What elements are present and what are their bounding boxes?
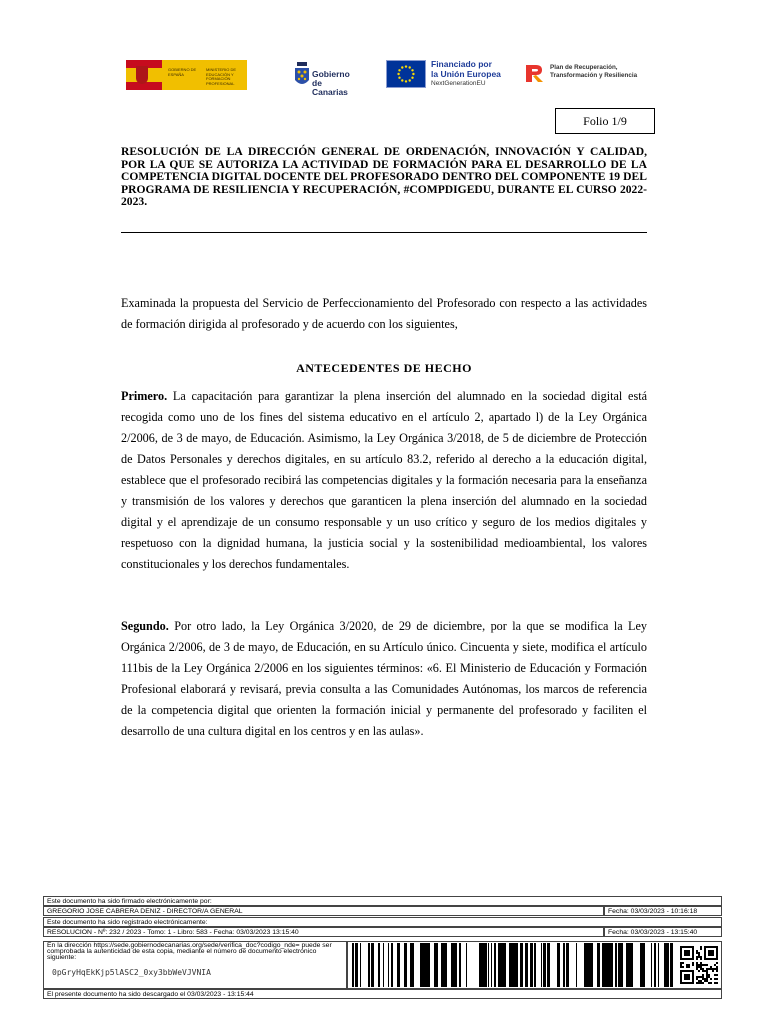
barcode-icon	[352, 943, 674, 987]
downloaded-text: El presente documento ha sido descargado el 03/03/2023 - 13:15:44	[47, 991, 254, 998]
eu-funding-logo	[386, 60, 504, 90]
signed-label: Este documento ha sido firmado electrónicamente por:	[47, 898, 212, 905]
section-heading: ANTECEDENTES DE HECHO	[296, 361, 472, 375]
prtr-mark-icon	[524, 62, 546, 84]
registered-label: Este documento ha sido registrado electrónicamente:	[47, 919, 208, 926]
spain-logo-line2: MINISTERIO DE EDUCACIÓN Y FORMACIÓN PROFESIONAL	[206, 67, 237, 86]
gobierno-espana-logo	[126, 60, 247, 90]
barcode-cell	[347, 941, 722, 989]
canarias-line2: de Canarias	[312, 78, 348, 97]
paragraph-segundo	[121, 616, 647, 742]
signature-footer	[43, 896, 722, 1000]
signed-label-row	[43, 896, 722, 906]
registry-row	[43, 927, 604, 937]
registry-date: Fecha: 03/03/2023 - 13:15:40	[608, 929, 698, 936]
signed-date-cell	[604, 906, 722, 916]
paragraph-primero-lead: Primero.	[121, 389, 168, 403]
downloaded-row	[43, 989, 722, 999]
canarias-emblem-icon	[292, 60, 312, 90]
spain-logo-line1: GOBIERNO DE ESPAÑA	[168, 67, 197, 77]
spain-coat-of-arms-icon	[126, 60, 162, 90]
eu-line3: NextGenerationEU	[431, 80, 486, 87]
eu-flag-icon	[386, 60, 426, 88]
registry-info: RESOLUCION - Nº: 232 / 2023 - Tomo: 1 - Libro: 583 - Fecha: 03/03/2023 13:15:40	[47, 929, 299, 936]
eu-line1: Financiado por	[431, 59, 492, 69]
signed-date: Fecha: 03/03/2023 - 10:16:18	[608, 908, 698, 915]
registered-label-row	[43, 917, 722, 927]
folio-box: Folio 1/9	[555, 108, 655, 134]
header-logos	[0, 56, 768, 96]
paragraph-segundo-text: Por otro lado, la Ley Orgánica 3/2020, de 29 de diciembre, por la que se modifica la Ley Orgánica 2/2006, de 3 de mayo, de Educación, en su Artículo único. Cincuenta y siete, modifica el artículo 111bis de la Ley Orgánica 2/2006 en los siguientes términos: «6. El Ministerio de Educación y Formación Profesional elaborará y revisará, previa consulta a las Comunidades Autónomas, los marcos de referencia de la competencia digital que orienten la formación inicial y permanente del profesorado y faciliten el desarrollo de una cultura digital en los centros y en las aulas».	[121, 619, 647, 738]
gobierno-canarias-logo	[290, 56, 360, 96]
qr-code-icon	[680, 946, 718, 984]
verification-code: 0pGryHqEkKjp5lASC2_0xy3bbWeVJVNIA	[52, 968, 211, 977]
title-divider	[121, 232, 647, 233]
prtr-logo	[524, 62, 644, 94]
intro-paragraph: Examinada la propuesta del Servicio de Perfeccionamiento del Profesorado con respecto a las actividades de formación dirigida al profesorado y de acuerdo con los siguientes,	[121, 296, 647, 331]
paragraph-primero-text: La capacitación para garantizar la plena inserción del alumnado en la sociedad digital está recogida como uno de los fines del sistema educativo en el artículo 2, apartado l) de la Ley Orgánica 2/2006, de 3 de mayo, de Educación. Asimismo, la Ley Orgánica 3/2018, de 5 de diciembre de Protección de Datos Personales y derechos digitales, en su artículo 83.2, referido al derecho a la educación digital, establece que el profesorado recibirá las competencias digitales y la formación necesaria para la enseñanza y transmisión de los valores y derechos que garanticen la plena inserción del alumnado en la sociedad digital y el aprendizaje de un consumo responsable y un uso crítico y seguro de los medios digitales y respetuoso con la dignidad humana, la justicia social y la sostenibilidad medioambiental, los valores constitucionales y los derechos fundamentales.	[121, 389, 647, 571]
canarias-line1: Gobierno	[312, 69, 350, 79]
paragraph-primero	[121, 386, 647, 575]
eu-line2: la Unión Europea	[431, 68, 501, 79]
signer-row	[43, 906, 604, 916]
signer-name: GREGORIO JOSE CABRERA DENIZ - DIRECTOR/A GENERAL	[47, 908, 243, 915]
paragraph-segundo-lead: Segundo.	[121, 619, 169, 633]
prtr-line2: Transformación y Resiliencia	[550, 71, 638, 79]
verification-text: En la dirección https://sede.gobiernodecanarias.org/sede/verifica_doc?codigo_nde= puede ser comprobada la autenticidad de esta copia, mediante el número de documento electrónico siguiente:	[47, 942, 332, 962]
document-title: RESOLUCIÓN DE LA DIRECCIÓN GENERAL DE ORDENACIÓN, INNOVACIÓN Y CALIDAD, POR LA QUE SE AUTORIZA LA ACTIVIDAD DE FORMACIÓN PARA EL DESARROLLO DE LA COMPETENCIA DIGITAL DOCENTE DEL PROFESORADO DENTRO DEL COMPONENTE 19 DEL PROGRAMA DE RESILIENCIA Y RECUPERACIÓN, #COMPDIGEDU, DURANTE EL CURSO 2022-2023.	[121, 145, 647, 209]
verification-cell	[43, 941, 347, 989]
prtr-line1: Plan de Recuperación,	[550, 64, 618, 71]
registry-date-cell	[604, 927, 722, 937]
